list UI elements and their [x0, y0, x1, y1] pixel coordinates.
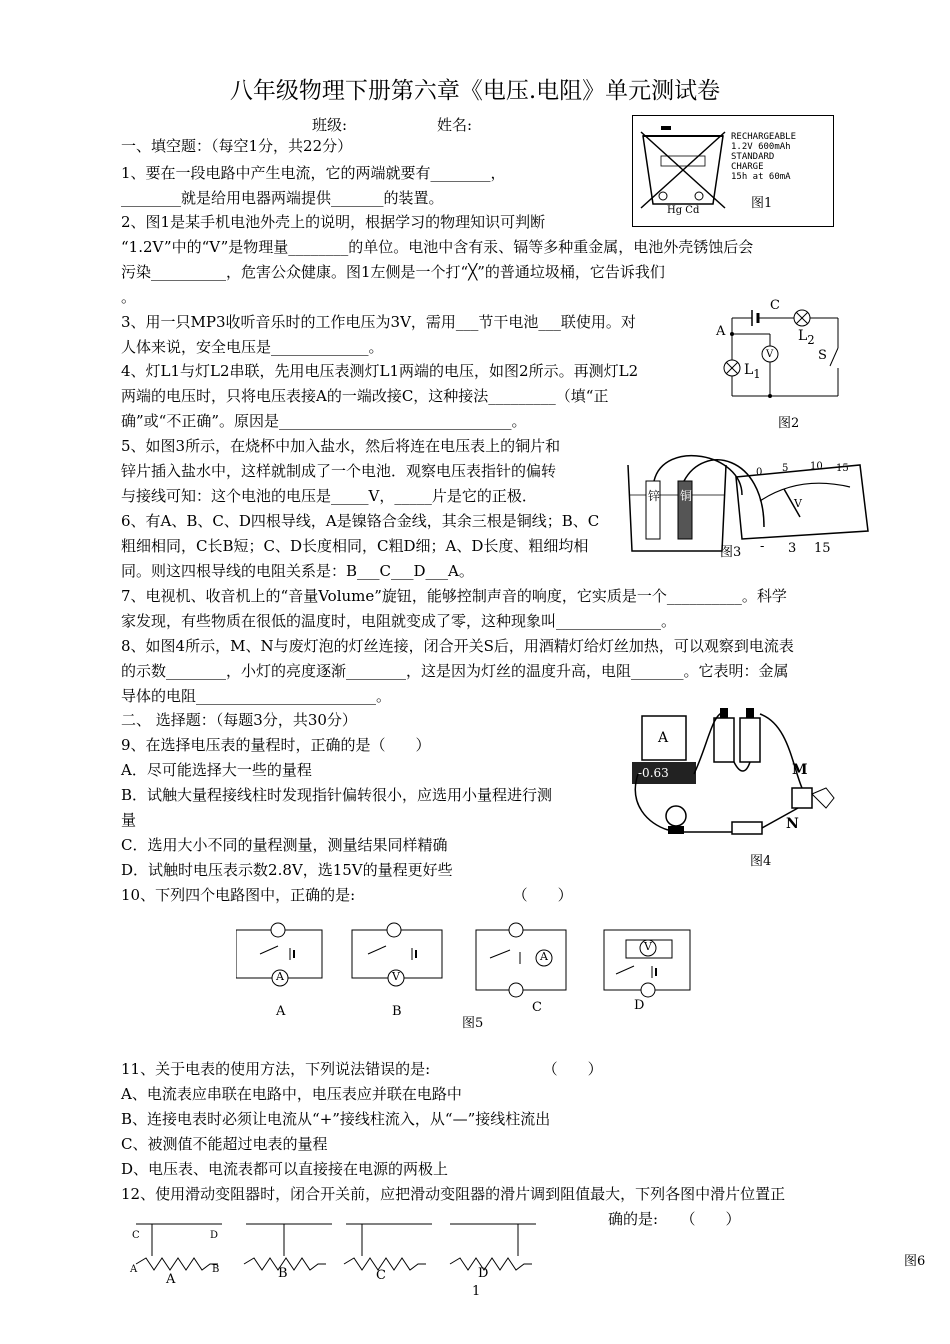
- figure-5-caption: 图5: [462, 1016, 484, 1031]
- circuit-options-diagram: [236, 918, 696, 1008]
- question-3-line: 人体来说，安全电压是_____________。: [121, 338, 384, 356]
- question-7-line: 家发现，有些物质在很低的温度时，电阻就变成了零，这种现象叫______________。: [121, 612, 677, 630]
- question-6-line: 6、有A、B、C、D四根导线，A是镍铬合金线，其余三根是铜线；B、C: [121, 512, 600, 530]
- question-12-line: 12、使用滑动变阻器时，闭合开关前，应把滑动变阻器的滑片调到阻值最大，下列各图中滑片位置正: [121, 1185, 786, 1203]
- figure-1-caption: 图1: [751, 196, 773, 211]
- question-11-option-a: A、电流表应串联在电路中，电压表应并联在电路中: [121, 1085, 462, 1103]
- question-8-line: 导体的电阻________________________。: [121, 687, 392, 705]
- question-1-line: ________就是给用电器两端提供_______的装置。: [121, 189, 444, 207]
- question-5-line: 与接线可知：这个电池的电压是_____V，_____片是它的正极．: [121, 487, 537, 505]
- class-label: 班级:: [312, 116, 348, 134]
- figure-4-caption: 图4: [750, 854, 772, 869]
- question-6-line: 同。则这四根导线的电阻关系是：B___C___D___A。: [121, 562, 474, 580]
- name-label: 姓名:: [437, 116, 473, 134]
- question-9-line: 9、在选择电压表的量程时，正确的是（ ）: [121, 736, 431, 754]
- figure-2: V A C $L_2$ $L_1$ S 图2: [710, 298, 850, 430]
- question-9-option-d: D．试触时电压表示数2.8V，选15V的量程更好些: [121, 861, 453, 879]
- question-11-option-b: B、连接电表时必须让电流从“+”接线柱流入，从“—”接线柱流出: [121, 1110, 551, 1128]
- question-4-line: 确”或“不正确”。原因是_______________________________。: [121, 412, 527, 430]
- rheostat-diagram: [126, 1206, 576, 1278]
- question-4-line: 两端的电压时，只将电压表接A的一端改接C，这种接法_________（填“正: [121, 387, 609, 405]
- question-9-option-a: A．尽可能选择大一些的量程: [121, 761, 312, 779]
- figure-4: A -0.63 M N 图4: [628, 704, 848, 864]
- question-1-line: 1、要在一段电路中产生电流，它的两端就要有________，: [121, 164, 506, 182]
- figure-1: [632, 115, 834, 227]
- question-2-line: “1.2V”中的“V”是物理量________的单位。电池中含有汞、镉等多种重金属，电池外壳锈蚀后会: [121, 238, 754, 256]
- question-9-option-b: B．试触大量程接线柱时发现指针偏转很小，应选用小量程进行测: [121, 786, 553, 804]
- question-2-line: 。: [121, 288, 137, 306]
- battery-label: RECHARGEABLE 1.2V 600mAh STANDARD CHARGE 15h at 60mA: [731, 132, 797, 182]
- question-3-line: 3、用一只MP3收听音乐时的工作电压为3V，需用___节干电池___联使用。对: [121, 313, 636, 331]
- figure-6: C D A B A B C D: [126, 1206, 576, 1294]
- question-10-line: 10、下列四个电路图中，正确的是: （ ）: [121, 886, 573, 904]
- figure-3: 锌 铜 0 5 10 15 V - 3 15 图3: [624, 447, 874, 565]
- question-11-line: 11、关于电表的使用方法，下列说法错误的是: （ ）: [121, 1060, 603, 1078]
- question-9-option-b: 量: [121, 811, 137, 829]
- figure-6-caption: 图6: [904, 1254, 926, 1269]
- metals-label: Hg Cd: [667, 205, 700, 216]
- question-7-line: 7、电视机、收音机上的“音量Volume”旋钮，能够控制声音的响度，它实质是一个__________。科学: [121, 587, 787, 605]
- question-11-option-d: D、电压表、电流表都可以直接接在电源的两极上: [121, 1160, 449, 1178]
- question-4-line: 4、灯L1与灯L2串联，先用电压表测灯L1两端的电压，如图2所示。再测灯L2: [121, 362, 639, 380]
- circuit-diagram: [710, 298, 850, 430]
- question-5-line: 锌片插入盐水中，这样就制成了一个电池．观察电压表指针的偏转: [121, 462, 557, 480]
- section-1-heading: 一、填空题：（每空1分，共22分）: [121, 137, 353, 155]
- question-8-line: 的示数________，小灯的亮度逐渐________，这是因为灯丝的温度升高，电阻_______。它表明：金属: [121, 662, 789, 680]
- question-2-line: 2、图1是某手机电池外壳上的说明，根据学习的物理知识可判断: [121, 213, 546, 231]
- page-number: 1: [472, 1284, 481, 1299]
- question-8-line: 8、如图4所示，M、N与废灯泡的灯丝连接，闭合开关S后，用酒精灯给灯丝加热，可以观察到电流表: [121, 637, 794, 655]
- question-2-line: 污染__________，危害公众健康。图1左侧是一个打“╳”的普通垃圾桶，它告诉我们: [121, 263, 665, 281]
- question-11-option-c: C、被测值不能超过电表的量程: [121, 1135, 328, 1153]
- question-6-line: 粗细相同，C长B短；C、D长度相同，C粗D细；A、D长度、粗细均相: [121, 537, 589, 555]
- page-title: 八年级物理下册第六章《电压.电阻》单元测试卷: [229, 78, 721, 104]
- filament-circuit-diagram: [628, 704, 848, 864]
- question-5-line: 5、如图3所示，在烧杯中加入盐水，然后将连在电压表上的铜片和: [121, 437, 561, 455]
- figure-3-caption: 图3: [720, 545, 742, 560]
- question-12-line: 确的是: （ ）: [608, 1210, 741, 1228]
- question-9-option-c: C．选用大小不同的量程测量，测量结果同样精确: [121, 836, 448, 854]
- section-2-heading: 二、 选择题：（每题3分，共30分）: [121, 711, 357, 729]
- figure-5: A V A V A B C D 图5: [236, 918, 696, 1030]
- figure-2-caption: 图2: [778, 416, 800, 431]
